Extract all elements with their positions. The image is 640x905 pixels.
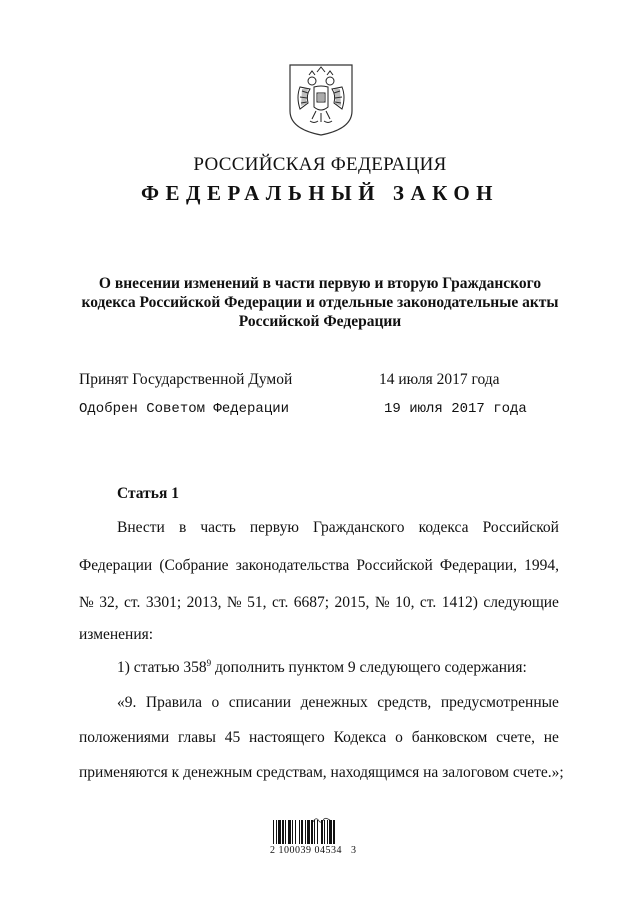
country-name: РОССИЙСКАЯ ФЕДЕРАЦИЯ	[193, 154, 447, 175]
coat-of-arms-icon	[288, 63, 354, 137]
barcode-bar	[305, 820, 306, 844]
barcode-bar	[333, 820, 335, 844]
barcode-bar	[327, 820, 328, 844]
barcode-bar	[295, 820, 296, 844]
council-approval-date: 19 июля 2017 года	[384, 401, 527, 417]
amendment-item: 1) статью $358^9$ дополнить пунктом 9 следующего содержания:	[117, 657, 527, 676]
law-subject-line: О внесении изменений в части первую и вторую Гражданского	[98, 275, 542, 292]
article-heading: Статья 1	[117, 485, 179, 502]
barcode-bar	[285, 820, 286, 844]
duma-adoption-date: 14 июля 2017 года	[379, 371, 500, 388]
barcode-bar	[292, 820, 293, 844]
paragraph-line: Внести в часть первую Гражданского кодекса Российской	[117, 519, 559, 536]
barcode-bar	[282, 820, 284, 844]
barcode-bar	[301, 820, 303, 844]
barcode-bar	[311, 820, 313, 844]
paragraph-line: № 32, ст. 3301; 2013, № 51, ст. 6687; 2015, № 10, ст. 1412) следующие	[79, 594, 559, 611]
barcode-number: 2 100039 04534 3	[270, 845, 357, 856]
signature-mark-icon	[312, 811, 332, 819]
law-subject-line: кодекса Российской Федерации и отдельные законодательные акты	[81, 294, 559, 311]
barcode-bar	[299, 820, 300, 844]
paragraph-line: изменения:	[79, 626, 154, 643]
barcode-bar	[324, 820, 325, 844]
barcode-icon	[272, 820, 370, 846]
barcode-bar	[273, 820, 274, 844]
barcode-bar	[314, 820, 315, 844]
law-subject-line: Российской Федерации	[238, 313, 402, 330]
law-subject	[60, 274, 580, 331]
paragraph-line: Федерации (Собрание законодательства Российской Федерации, 1994,	[79, 557, 559, 574]
barcode-bar	[276, 820, 277, 844]
barcode-bar	[321, 820, 323, 844]
quote-line: применяются к денежным средствам, находящимся на залоговом счете.»;	[79, 764, 564, 781]
barcode-bar	[329, 820, 332, 844]
barcode-bar	[317, 820, 318, 844]
barcode-bar	[307, 820, 310, 844]
duma-adoption-label: Принят Государственной Думой	[79, 371, 293, 388]
barcode-bar	[278, 820, 281, 844]
law-type-title: ФЕДЕРАЛЬНЫЙ ЗАКОН	[141, 181, 499, 205]
barcode-bar	[288, 820, 291, 844]
quote-line: «9. Правила о списании денежных средств, предусмотренные	[117, 694, 559, 711]
council-approval-label: Одобрен Советом Федерации	[79, 401, 290, 417]
quote-line: положениями главы 45 настоящего Кодекса о банковском счете, не	[79, 729, 559, 746]
